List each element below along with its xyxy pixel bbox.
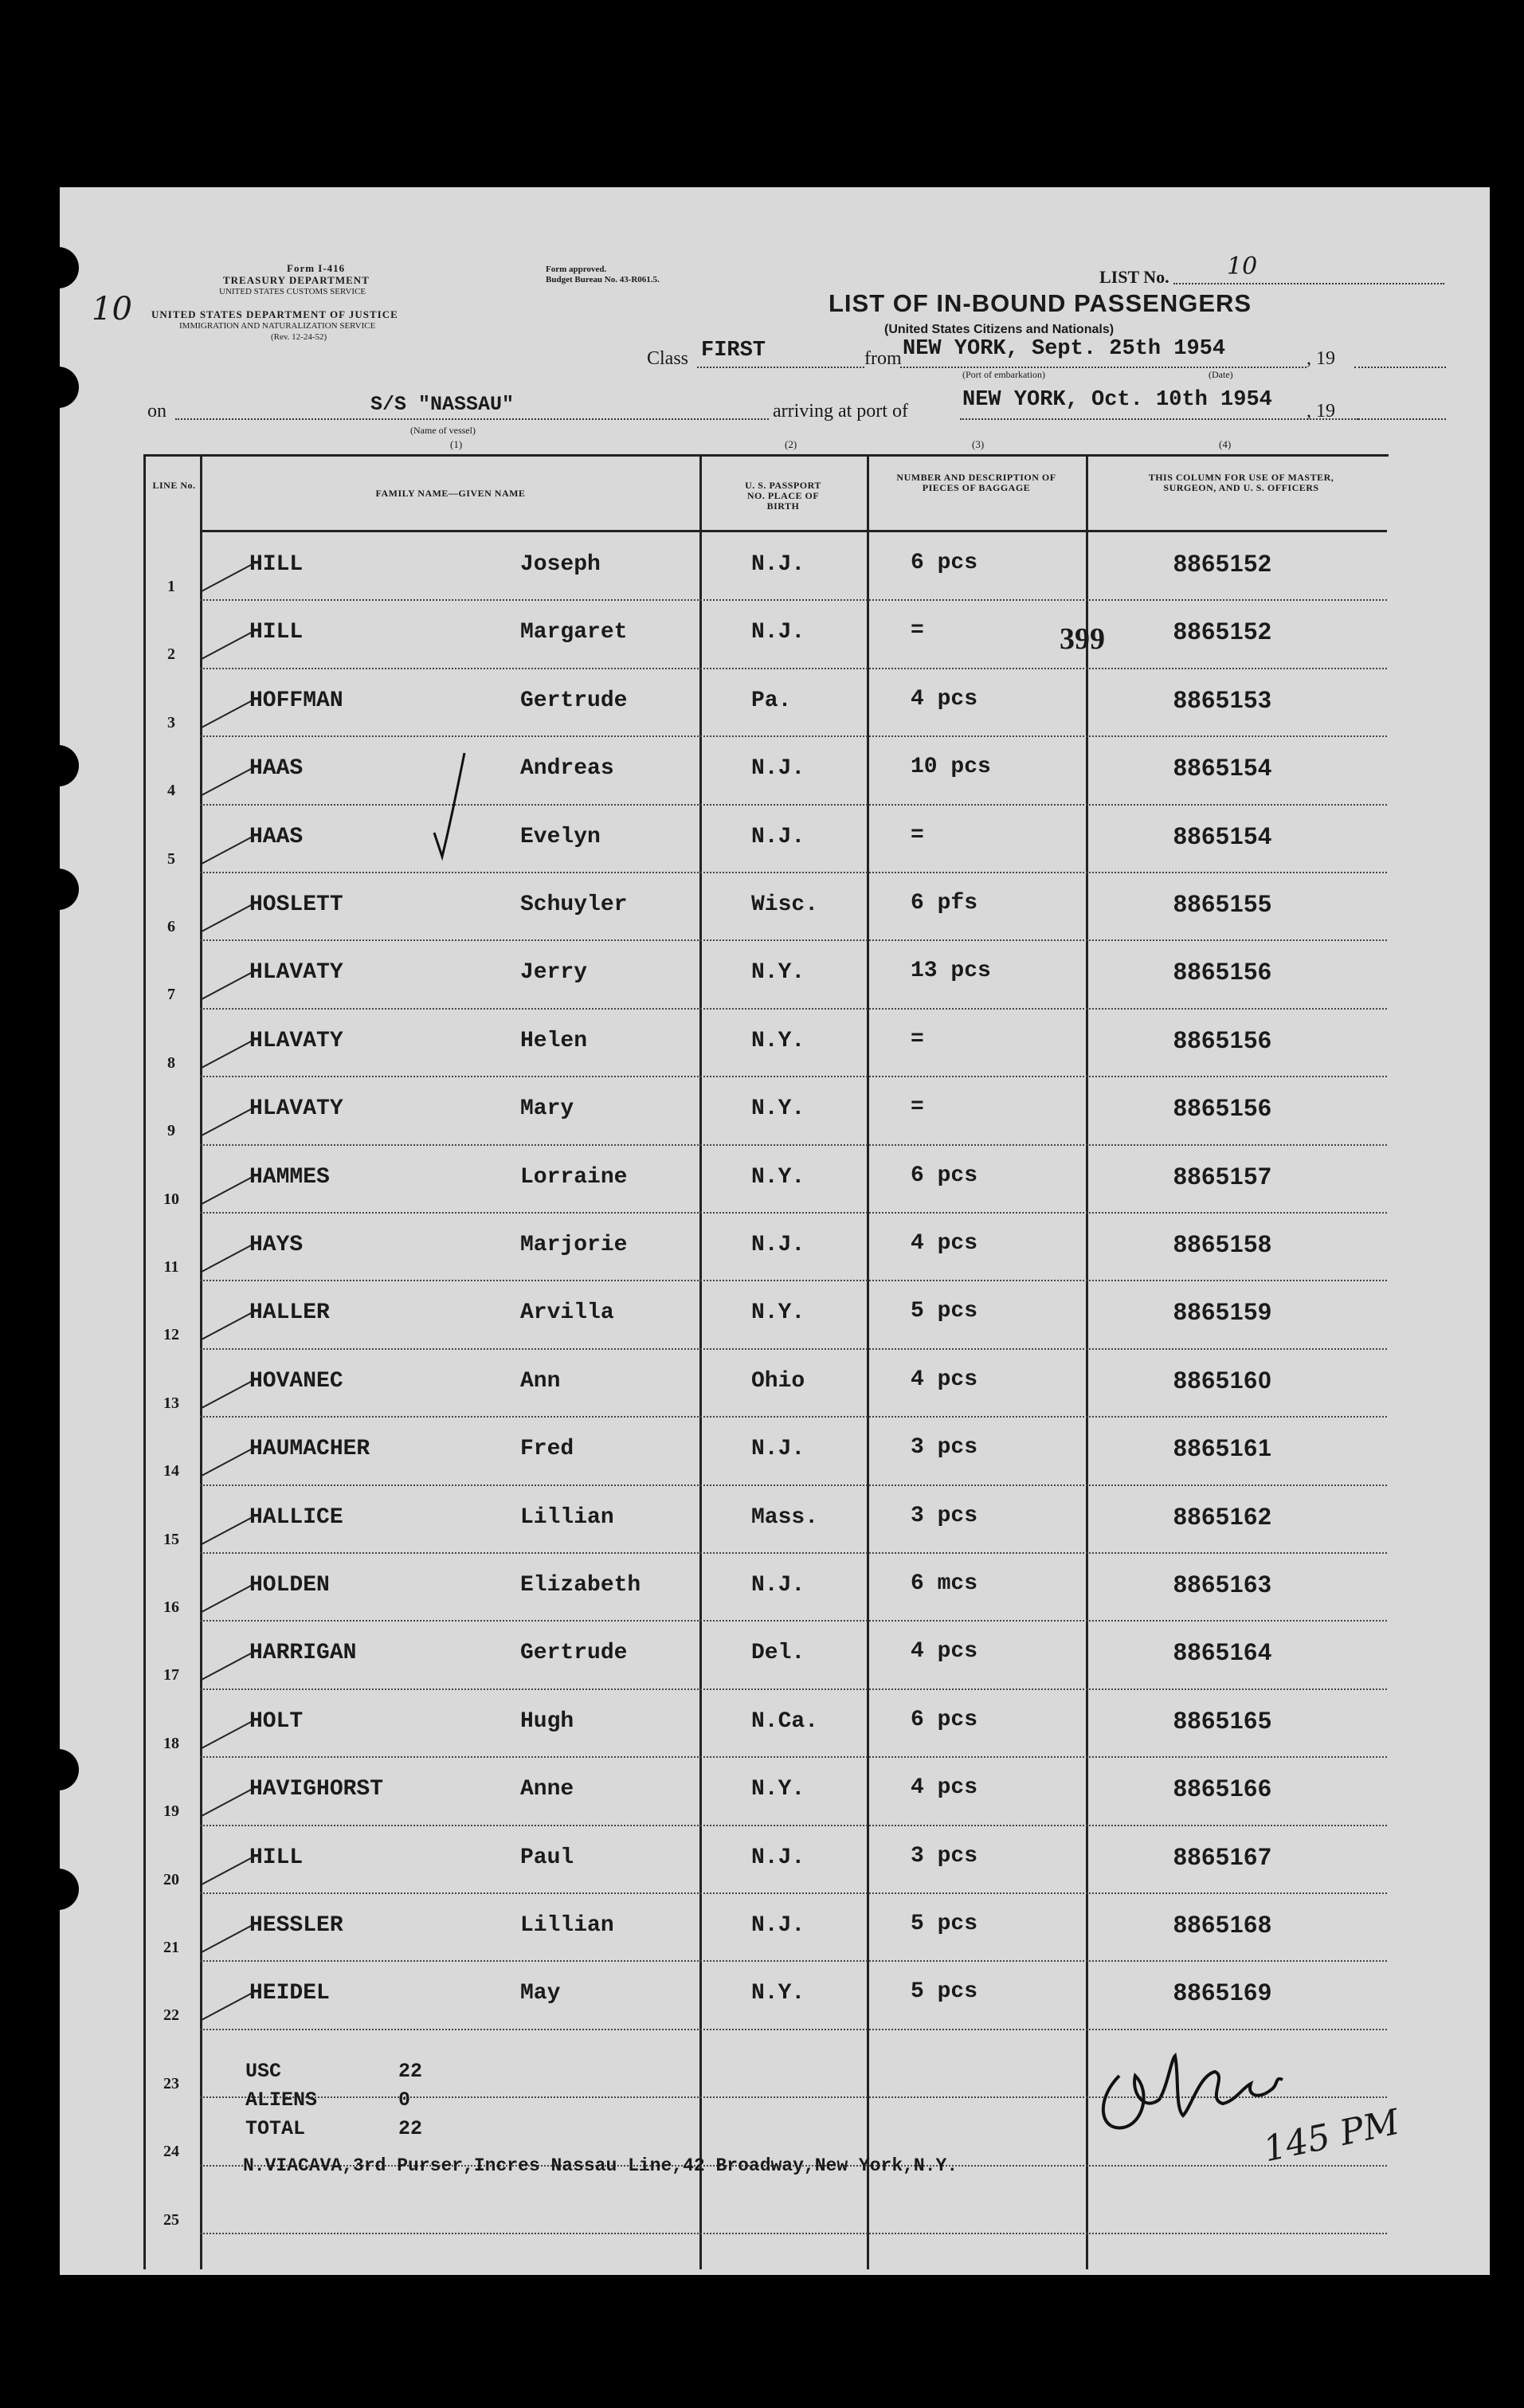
baggage: 5 pcs — [911, 1979, 978, 2005]
row-rule — [200, 668, 1387, 669]
date-caption: (Date) — [1209, 369, 1233, 380]
purser-line: N.VIACAVA,3rd Purser,Incres Nassau Line,42 Broadway,New York,N.Y. — [243, 2155, 958, 2176]
document-subtitle: (United States Citizens and Nationals) — [884, 323, 1115, 336]
pencil-tick — [202, 767, 255, 796]
pencil-tick — [202, 1787, 255, 1817]
arriving-value: NEW YORK, Oct. 10th 1954 — [962, 388, 1272, 412]
pencil-tick — [202, 563, 255, 592]
baggage: 4 pcs — [911, 1639, 978, 1665]
row-rule — [200, 2233, 1387, 2234]
row-rule — [200, 1892, 1387, 1894]
line-number: 20 — [163, 1870, 179, 1888]
passport-number: 8865169 — [1173, 1979, 1272, 2006]
arriving-label: arriving at port of — [773, 401, 908, 422]
line-number: 18 — [163, 1734, 179, 1752]
col-num-1: (1) — [450, 438, 463, 450]
given-name: Jerry — [520, 960, 588, 986]
row-rule — [200, 599, 1387, 601]
year-line-2 — [1354, 418, 1446, 420]
place-of-birth: Ohio — [751, 1368, 805, 1394]
punch-hole — [37, 1749, 79, 1790]
pencil-tick — [202, 971, 255, 1000]
line-number: 11 — [163, 1258, 179, 1276]
line-number: 21 — [163, 1939, 179, 1956]
total-value: 0 — [398, 2088, 411, 2112]
from-line — [900, 367, 1307, 368]
revision: (Rev. 12-24-52) — [271, 332, 327, 342]
baggage: 3 pcs — [911, 1843, 978, 1869]
col-header-line-no: LINE No. — [152, 480, 196, 491]
place-of-birth: Mass. — [751, 1504, 819, 1530]
port-caption: (Port of embarkation) — [962, 369, 1045, 380]
place-of-birth: N.Ca. — [751, 1708, 819, 1734]
row-rule — [200, 1688, 1387, 1690]
line-number: 16 — [163, 1598, 179, 1616]
given-name: Elizabeth — [520, 1573, 641, 1598]
passport-number: 8865163 — [1173, 1571, 1272, 1598]
line-number: 7 — [167, 986, 175, 1004]
given-name: Helen — [520, 1028, 588, 1053]
family-name: HOSLETT — [249, 892, 343, 917]
passport-number: 8865155 — [1173, 891, 1272, 917]
family-name: HAAS — [249, 756, 304, 782]
place-of-birth: N.Y. — [751, 1096, 805, 1122]
baggage: = — [911, 618, 924, 644]
passport-number: 8865167 — [1173, 1843, 1272, 1870]
given-name: Joseph — [520, 552, 601, 577]
form-number: Form I-416 — [287, 262, 346, 274]
family-name: HALLER — [249, 1300, 330, 1326]
given-name: Lillian — [520, 1913, 614, 1938]
given-name: Hugh — [520, 1708, 574, 1734]
total-label: TOTAL — [245, 2117, 306, 2140]
passport-number: 8865166 — [1173, 1775, 1272, 1802]
passport-number: 8865158 — [1173, 1231, 1272, 1257]
family-name: HAVIGHORST — [249, 1777, 384, 1802]
passport-number: 8865156 — [1173, 1095, 1272, 1122]
row-rule — [200, 872, 1387, 873]
family-name: HEIDEL — [249, 1981, 330, 2006]
passport-number: 8865168 — [1173, 1912, 1272, 1938]
family-name: HAUMACHER — [249, 1437, 370, 1462]
check-mark — [426, 745, 474, 865]
arriving-line — [960, 418, 1358, 420]
row-rule — [200, 1825, 1387, 1826]
line-number: 22 — [163, 2006, 179, 2025]
line-number: 15 — [163, 1530, 179, 1548]
family-name: HALLICE — [249, 1504, 343, 1530]
list-no-label: LIST No. — [1099, 267, 1169, 287]
passport-number: 8865162 — [1173, 1503, 1272, 1530]
passport-number: 8865156 — [1173, 959, 1272, 986]
baggage: 10 pcs — [911, 755, 991, 780]
row-rule — [200, 1280, 1387, 1281]
family-name: HOLT — [249, 1708, 304, 1734]
passport-number: 8865160 — [1173, 1367, 1272, 1394]
class-line — [697, 367, 864, 368]
row-rule — [200, 1348, 1387, 1350]
given-name: Margaret — [520, 620, 628, 645]
given-name: Anne — [520, 1777, 574, 1802]
col-divider — [1086, 457, 1088, 2269]
year-suffix-2: , 19 — [1307, 401, 1335, 422]
line-number: 2 — [167, 645, 175, 664]
passport-number: 8865154 — [1173, 822, 1272, 849]
line-number: 23 — [163, 2074, 179, 2092]
justice-department: UNITED STATES DEPARTMENT OF JUSTICE — [151, 308, 398, 320]
col-divider — [699, 457, 702, 2269]
total-label: ALIENS — [245, 2088, 318, 2112]
line-number: 14 — [163, 1462, 179, 1480]
pencil-tick — [202, 699, 255, 728]
list-no-value: 10 — [1227, 253, 1258, 280]
col-divider — [867, 457, 869, 2269]
passport-number: 8865152 — [1173, 551, 1272, 577]
punch-hole — [37, 869, 79, 910]
family-name: HILL — [249, 1845, 304, 1870]
pencil-tick — [202, 1311, 255, 1340]
family-name: HLAVATY — [249, 960, 343, 986]
pencil-tick — [202, 1516, 255, 1545]
passport-number: 8865156 — [1173, 1026, 1272, 1053]
passport-number: 8865164 — [1173, 1639, 1272, 1666]
place-of-birth: N.J. — [751, 756, 805, 782]
margin-handwriting: 10 — [92, 291, 132, 327]
place-of-birth: N.J. — [751, 1437, 805, 1462]
pencil-tick — [202, 1447, 255, 1477]
row-rule — [200, 1144, 1387, 1146]
baggage: 6 pcs — [911, 551, 978, 575]
place-of-birth: N.Y. — [751, 1981, 805, 2006]
family-name: HLAVATY — [249, 1096, 343, 1122]
line-number: 4 — [167, 782, 175, 800]
total-value: 22 — [398, 2060, 423, 2083]
baggage: 6 pcs — [911, 1707, 978, 1732]
given-name: Ann — [520, 1368, 561, 1394]
on-label: on — [147, 401, 167, 422]
line-number: 6 — [167, 918, 175, 935]
col-header-officers: THIS COLUMN FOR USE OF MASTER, SURGEON, AND U. S. OFFICERS — [1148, 472, 1334, 493]
family-name: HESSLER — [249, 1913, 343, 1938]
vessel-line — [175, 418, 769, 420]
line-number: 9 — [167, 1122, 175, 1140]
passport-number: 8865161 — [1173, 1435, 1272, 1462]
form-page — [60, 187, 1490, 2275]
punch-hole — [37, 247, 79, 288]
stamp-number: 399 — [1060, 622, 1105, 656]
pencil-tick — [202, 1856, 255, 1885]
place-of-birth: N.Y. — [751, 1028, 805, 1053]
line-number: 13 — [163, 1394, 179, 1412]
from-value: NEW YORK, Sept. 25th 1954 — [903, 337, 1226, 361]
from-label: from — [864, 348, 902, 369]
year-line-1 — [1354, 367, 1446, 368]
pencil-tick — [202, 1039, 255, 1069]
baggage: 6 pcs — [911, 1163, 978, 1188]
list-no-line — [1173, 283, 1444, 284]
baggage: 4 pcs — [911, 1231, 978, 1256]
line-number: 19 — [163, 1802, 179, 1821]
baggage: 5 pcs — [911, 1299, 978, 1324]
pencil-tick — [202, 1991, 255, 2021]
passport-number: 8865153 — [1173, 686, 1272, 713]
row-rule — [200, 1960, 1387, 1962]
place-of-birth: N.J. — [751, 1913, 805, 1938]
baggage: 13 pcs — [911, 959, 991, 984]
line-number: 3 — [167, 713, 175, 731]
row-rule — [200, 2029, 1387, 2030]
place-of-birth: N.Y. — [751, 960, 805, 986]
row-rule — [200, 1484, 1387, 1486]
baggage: = — [911, 1095, 924, 1120]
family-name: HOFFMAN — [249, 688, 343, 713]
family-name: HARRIGAN — [249, 1641, 357, 1666]
line-number: 17 — [163, 1666, 179, 1684]
baggage: 3 pcs — [911, 1503, 978, 1528]
immigration-service: IMMIGRATION AND NATURALIZATION SERVICE — [179, 321, 376, 331]
baggage: 6 mcs — [911, 1571, 978, 1596]
col-header-baggage: NUMBER AND DESCRIPTION OF PIECES OF BAGGAGE — [896, 472, 1056, 493]
total-label: USC — [245, 2060, 282, 2083]
given-name: Gertrude — [520, 688, 628, 713]
row-rule — [200, 939, 1387, 941]
pencil-tick — [202, 1243, 255, 1273]
pencil-tick — [202, 1175, 255, 1205]
passport-number: 8865154 — [1173, 755, 1272, 782]
family-name: HLAVATY — [249, 1028, 343, 1053]
passport-number: 8865165 — [1173, 1707, 1272, 1734]
place-of-birth: N.J. — [751, 1573, 805, 1598]
line-number: 10 — [163, 1190, 179, 1208]
place-of-birth: Wisc. — [751, 892, 819, 917]
pencil-tick — [202, 1107, 255, 1136]
pencil-tick — [202, 835, 255, 865]
baggage: = — [911, 1026, 924, 1052]
baggage: = — [911, 822, 924, 848]
given-name: Evelyn — [520, 824, 601, 849]
given-name: Schuyler — [520, 892, 628, 917]
signature-time: 145 PM — [1260, 2101, 1404, 2171]
punch-hole — [37, 745, 79, 786]
treasury-department: TREASURY DEPARTMENT — [223, 274, 370, 286]
col-num-4: (4) — [1219, 438, 1232, 450]
row-rule — [200, 1756, 1387, 1758]
baggage: 6 pfs — [911, 891, 978, 916]
line-number: 8 — [167, 1053, 175, 1072]
form-approved: Form approved. — [546, 265, 607, 274]
budget-bureau: Budget Bureau No. 43-R061.5. — [546, 275, 660, 284]
baggage: 4 pcs — [911, 1775, 978, 1801]
baggage: 5 pcs — [911, 1912, 978, 1936]
class-value: FIRST — [701, 339, 766, 363]
place-of-birth: N.J. — [751, 552, 805, 577]
col-num-2: (2) — [785, 438, 797, 450]
pencil-tick — [202, 1720, 255, 1749]
document-title: LIST OF IN-BOUND PASSENGERS — [829, 289, 1252, 317]
pencil-tick — [202, 630, 255, 660]
place-of-birth: Del. — [751, 1641, 805, 1666]
place-of-birth: N.Y. — [751, 1164, 805, 1190]
class-label: Class — [647, 348, 689, 369]
place-of-birth: Pa. — [751, 688, 792, 713]
given-name: Fred — [520, 1437, 574, 1462]
passport-number: 8865157 — [1173, 1163, 1272, 1190]
given-name: Mary — [520, 1096, 574, 1122]
place-of-birth: N.Y. — [751, 1300, 805, 1326]
pencil-tick — [202, 1651, 255, 1681]
customs-service: UNITED STATES CUSTOMS SERVICE — [219, 287, 366, 296]
family-name: HILL — [249, 552, 304, 577]
line-number: 12 — [163, 1326, 179, 1344]
line-number: 1 — [167, 578, 175, 595]
given-name: Marjorie — [520, 1233, 628, 1257]
given-name: Andreas — [520, 756, 614, 782]
baggage: 3 pcs — [911, 1435, 978, 1461]
punch-hole — [37, 367, 79, 408]
pencil-tick — [202, 1583, 255, 1613]
row-rule — [200, 804, 1387, 806]
pencil-tick — [202, 903, 255, 932]
vessel-value: S/S "NASSAU" — [370, 393, 515, 416]
place-of-birth: N.J. — [751, 1845, 805, 1870]
col-num-3: (3) — [972, 438, 985, 450]
year-suffix-1: , 19 — [1307, 348, 1335, 369]
given-name: Gertrude — [520, 1641, 628, 1666]
place-of-birth: N.J. — [751, 620, 805, 645]
family-name: HAMMES — [249, 1164, 330, 1190]
given-name: Arvilla — [520, 1300, 614, 1326]
pencil-tick — [202, 1924, 255, 1953]
given-name: Lorraine — [520, 1164, 628, 1190]
vessel-caption: (Name of vessel) — [410, 425, 476, 436]
passport-number: 8865159 — [1173, 1299, 1272, 1326]
col-header-passport-birth: U. S. PASSPORT NO. PLACE OF BIRTH — [745, 480, 821, 512]
passenger-table — [143, 454, 1389, 2269]
family-name: HILL — [249, 620, 304, 645]
pencil-tick — [202, 1379, 255, 1409]
place-of-birth: N.Y. — [751, 1777, 805, 1802]
given-name: Lillian — [520, 1504, 614, 1530]
row-rule — [200, 1620, 1387, 1622]
total-value: 22 — [398, 2117, 423, 2140]
family-name: HAYS — [249, 1233, 304, 1257]
given-name: Paul — [520, 1845, 574, 1870]
row-rule — [200, 1552, 1387, 1554]
place-of-birth: N.J. — [751, 824, 805, 849]
col-header-name: FAMILY NAME—GIVEN NAME — [375, 488, 526, 499]
row-rule — [200, 1008, 1387, 1010]
header-rule — [200, 530, 1387, 532]
line-number: 24 — [163, 2143, 179, 2161]
punch-hole — [37, 1869, 79, 1910]
family-name: HOLDEN — [249, 1573, 330, 1598]
given-name: May — [520, 1981, 561, 2006]
col-divider — [200, 457, 202, 2269]
place-of-birth: N.J. — [751, 1233, 805, 1257]
family-name: HAAS — [249, 824, 304, 849]
passport-number: 8865152 — [1173, 618, 1272, 645]
row-rule — [200, 1416, 1387, 1418]
row-rule — [200, 1212, 1387, 1214]
baggage: 4 pcs — [911, 686, 978, 712]
row-rule — [200, 1076, 1387, 1077]
row-rule — [200, 735, 1387, 737]
line-number: 25 — [163, 2210, 179, 2229]
family-name: HOVANEC — [249, 1368, 343, 1394]
line-number: 5 — [167, 849, 175, 868]
baggage: 4 pcs — [911, 1367, 978, 1392]
